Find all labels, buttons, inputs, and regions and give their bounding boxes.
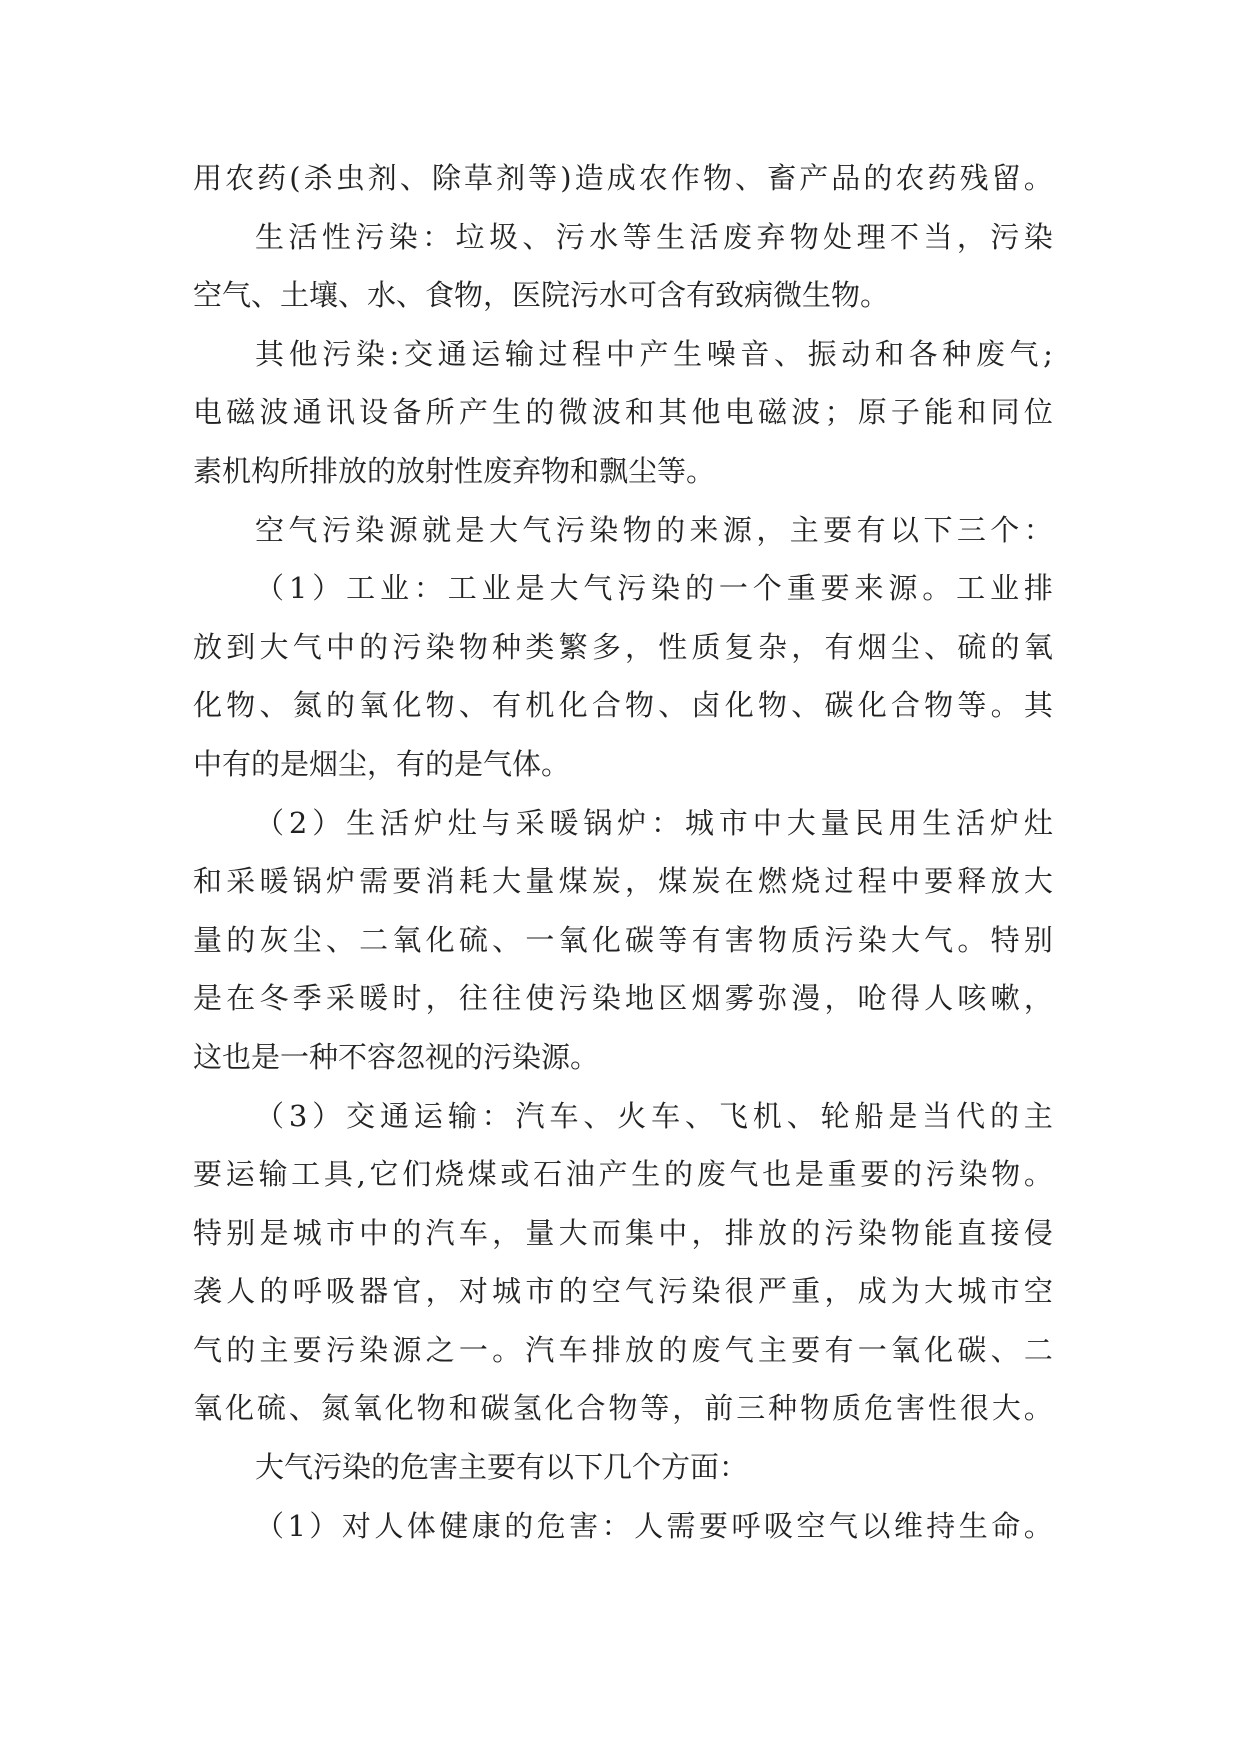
text-line: 要 运 输 工 具 , 它 们 烧 煤 或 石 油 产 生 的 废 气 也 是 重 要 的 污 染 物 。 [193,1157,1053,1192]
text-line: 素机构所排放的放射性废弃物和飘尘等。 [193,453,716,488]
text-line: 氧 化 硫 、 氮 氧 化 物 和 碳 氢 化 合 物 等 ， 前 三 种 物 质 危 害 性 很 大 。 [193,1391,1053,1426]
text-line: 特 别 是 城 市 中 的 汽 车 ， 量 大 而 集 中 ， 排 放 的 污 染 物 能 直 接 侵 [193,1215,1053,1250]
text-line: 生 活 性 污 染 ： 垃 圾 、 污 水 等 生 活 废 弃 物 处 理 不 当 ， 污 染 [255,219,1053,254]
text-line: 和 采 暖 锅 炉 需 要 消 耗 大 量 煤 炭 ， 煤 炭 在 燃 烧 过 程 中 要 释 放 大 [193,864,1053,899]
text-line: 空 气 污 染 源 就 是 大 气 污 染 物 的 来 源 ， 主 要 有 以 下 三 个 ： [255,512,1053,547]
text-line: 其 他 污 染 : 交 通 运 输 过 程 中 产 生 噪 音 、 振 动 和 各 种 废 气 ; [255,336,1053,371]
text-line: （ 1 ） 对 人 体 健 康 的 危 害 ： 人 需 要 呼 吸 空 气 以 维 持 生 命 。 [255,1508,1053,1543]
text-line: 放 到 大 气 中 的 污 染 物 种 类 繁 多 ， 性 质 复 杂 ， 有 烟 尘 、 硫 的 氧 [193,629,1053,664]
text-line: 中有的是烟尘，有的是气体。 [193,746,571,781]
text-line: 是 在 冬 季 采 暖 时 ， 往 往 使 污 染 地 区 烟 雾 弥 漫 ， 呛 得 人 咳 嗽 ， [193,981,1053,1016]
text-line: （ 2 ） 生 活 炉 灶 与 采 暖 锅 炉 ： 城 市 中 大 量 民 用 生 活 炉 灶 [255,805,1053,840]
text-line: 大气污染的危害主要有以下几个方面： [255,1450,749,1485]
text-line: （ 1 ） 工 业 ： 工 业 是 大 气 污 染 的 一 个 重 要 来 源 。 工 业 排 [255,571,1053,606]
text-line: 袭 人 的 呼 吸 器 官 ， 对 城 市 的 空 气 污 染 很 严 重 ， 成 为 大 城 市 空 [193,1274,1053,1309]
text-line: 空气、土壤、水、食物，医院污水可含有致病微生物。 [193,278,890,313]
text-line: 电 磁 波 通 讯 设 备 所 产 生 的 微 波 和 其 他 电 磁 波 ； 原 子 能 和 同 位 [193,395,1053,430]
text-line: 用 农 药 ( 杀 虫 剂 、 除 草 剂 等 ) 造 成 农 作 物 、 畜 产 品 的 农 药 残 留 。 [193,161,1053,195]
text-line: 量 的 灰 尘 、 二 氧 化 硫 、 一 氧 化 碳 等 有 害 物 质 污 染 大 气 。 特 别 [193,922,1053,957]
text-line: （ 3 ） 交 通 运 输 ： 汽 车 、 火 车 、 飞 机 、 轮 船 是 当 代 的 主 [255,1098,1053,1133]
text-line: 这也是一种不容忽视的污染源。 [193,1039,600,1074]
text-line: 气 的 主 要 污 染 源 之 一 。 汽 车 排 放 的 废 气 主 要 有 一 氧 化 碳 、 二 [193,1332,1053,1367]
body-text [193,149,1053,1555]
text-line: 化 物 、 氮 的 氧 化 物 、 有 机 化 合 物 、 卤 化 物 、 碳 化 合 物 等 。 其 [193,688,1053,723]
